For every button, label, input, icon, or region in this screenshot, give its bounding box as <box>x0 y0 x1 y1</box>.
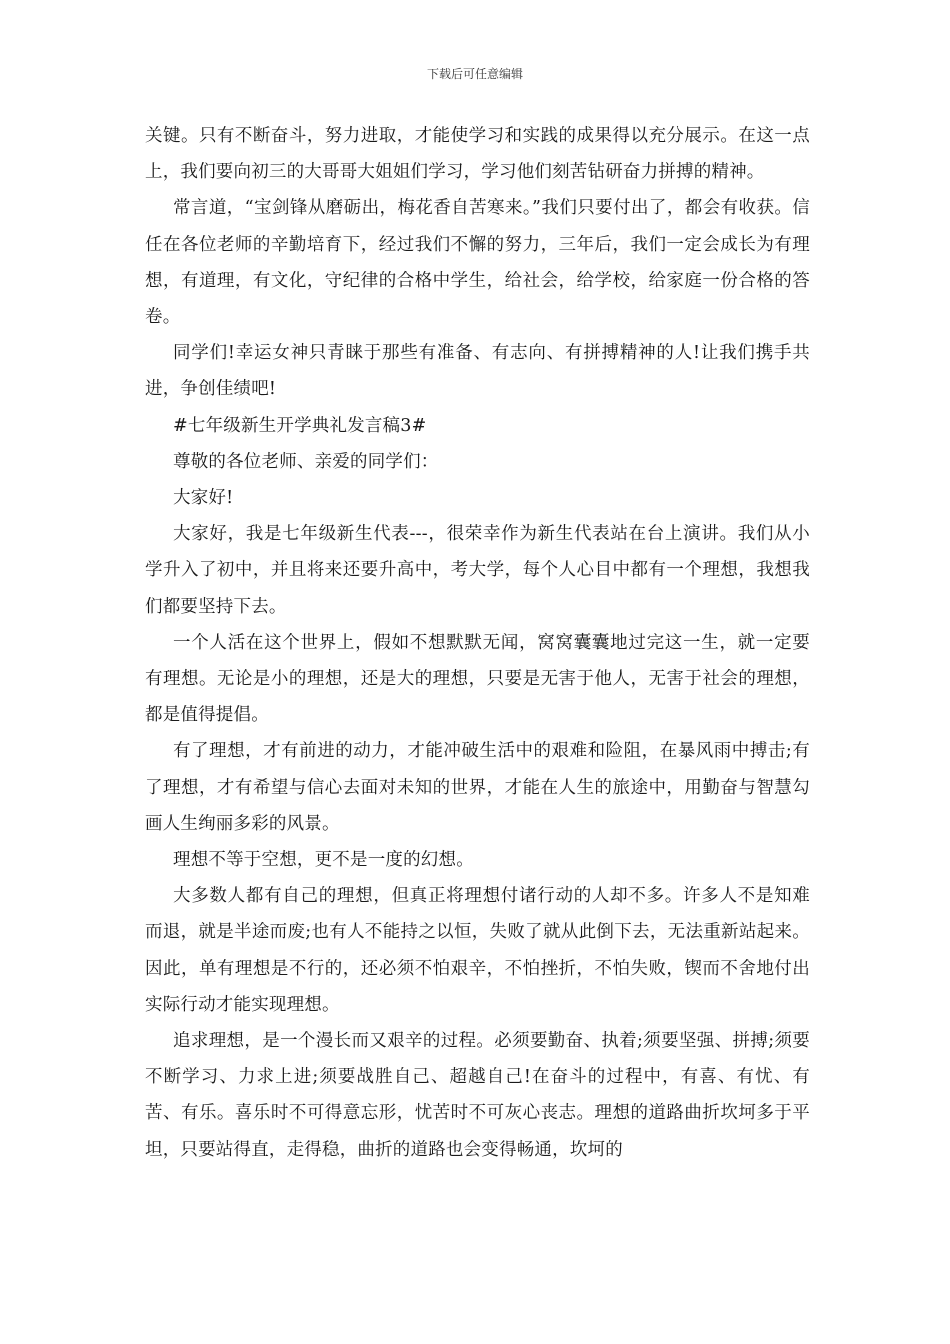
paragraph-8: 一个人活在这个世界上，假如不想默默无闻，窝窝囊囊地过完这一生，就一定要有理想。无论是小的理想，还是大的理想，只要是无害于他人，无害于社会的理想，都是值得提倡。 <box>145 632 810 726</box>
paragraph-12: 追求理想，是一个漫长而又艰辛的过程。必须要勤奋、执着;须要坚强、拼搏;须要不断学习、力求上进;须要战胜自己、超越自己!在奋斗的过程中，有喜、有忧、有苦、有乐。喜乐时不可得意忘形，忧苦时不可灰心丧志。理想的道路曲折坎坷多于平坦，只要站得直，走得稳，曲折的道路也会变得畅通，坎坷的 <box>145 1031 810 1160</box>
paragraph-2: 常言道，“宝剑锋从磨砺出，梅花香自苦寒来。”我们只要付出了，都会有收获。信任在各位老师的辛勤培育下，经过我们不懈的努力，三年后，我们一定会成长为有理想，有道理，有文化，守纪律的合格中学生，给社会，给学校，给家庭一份合格的答卷。 <box>145 198 810 328</box>
paragraph-3: 同学们!幸运女神只青睐于那些有准备、有志向、有拼搏精神的人!让我们携手共进，争创佳绩吧! <box>145 343 810 400</box>
section-heading: #七年级新生开学典礼发言稿3# <box>173 415 427 436</box>
page-header-note: 下载后可任意编辑 <box>426 67 523 81</box>
greeting: 大家好! <box>173 488 234 509</box>
salutation: 尊敬的各位老师、亲爱的同学们： <box>173 451 439 472</box>
paragraph-1: 关键。只有不断奋斗，努力进取，才能使学习和实践的成果得以充分展示。在这一点上，我们要向初三的大哥哥大姐姐们学习，学习他们刻苦钻研奋力拼搏的精神。 <box>145 126 810 183</box>
paragraph-9: 有了理想，才有前进的动力，才能冲破生活中的艰难和险阻，在暴风雨中搏击;有了理想，才有希望与信心去面对未知的世界，才能在人生的旅途中，用勤奋与智慧勾画人生绚丽多彩的风景。 <box>145 741 810 834</box>
document-body <box>145 118 810 1168</box>
paragraph-11: 大多数人都有自己的理想，但真正将理想付诸行动的人却不多。许多人不是知难而退，就是半途而废;也有人不能持之以恒，失败了就从此倒下去，无法重新站起来。因此，单有理想是不行的，还必须不怕艰辛，不怕挫折，不怕失败，锲而不舍地付出实际行动才能实现理想。 <box>145 886 810 1015</box>
paragraph-7: 大家好，我是七年级新生代表---，很荣幸作为新生代表站在台上演讲。我们从小学升入了初中，并且将来还要升高中，考大学，每个人心目中都有一个理想，我想我们都要坚持下去。 <box>145 524 810 617</box>
paragraph-10: 理想不等于空想，更不是一度的幻想。 <box>173 850 474 871</box>
